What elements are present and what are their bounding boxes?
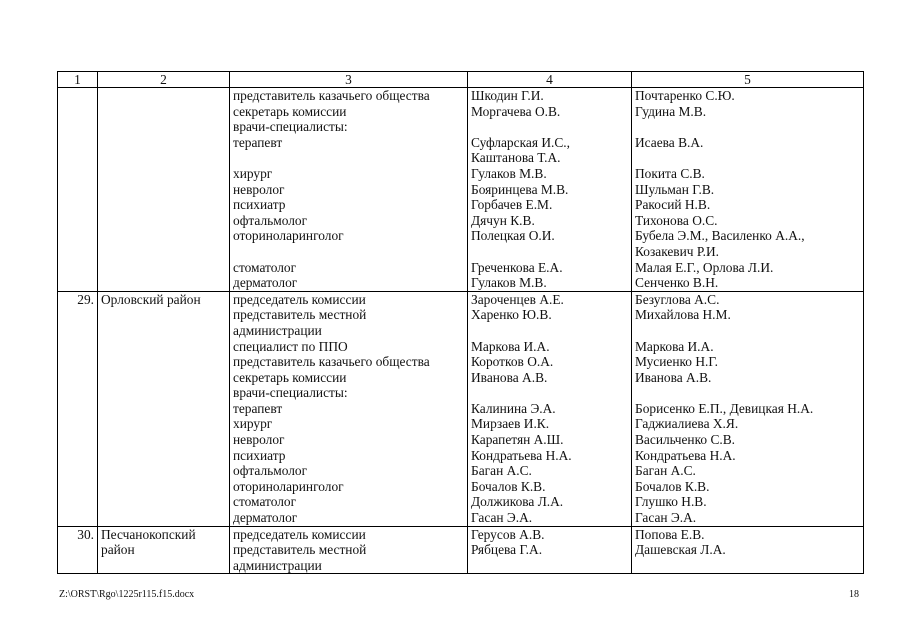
reserve-member-line (635, 385, 860, 401)
col-header-1: 1 (58, 72, 98, 88)
reserve-member-list (632, 88, 864, 292)
col-header-3: 3 (230, 72, 468, 88)
main-member-line: Зароченцев А.Е. (471, 291, 564, 307)
role-line: врачи-специалисты: (233, 119, 348, 135)
role-list (230, 291, 468, 526)
main-member-line: Шкодин Г.И. (471, 88, 544, 103)
reserve-member-line: Сенченко В.Н. (635, 275, 719, 291)
role-line: представитель казачьего общества (233, 354, 430, 370)
main-member-line (471, 119, 628, 135)
main-member-line: Рябцева Г.А. (471, 542, 543, 558)
main-member-line: Дячун К.В. (471, 212, 535, 228)
main-member-line: Маркова И.А. (471, 338, 550, 354)
role-line: оториноларинголог (233, 228, 344, 244)
reserve-member-line: Исаева В.А. (635, 134, 704, 150)
main-member-list (468, 88, 632, 292)
role-line: администрации (233, 322, 322, 338)
main-member-line: Моргачева О.В. (471, 103, 561, 119)
reserve-member-line (635, 119, 860, 135)
main-member-list (468, 291, 632, 526)
role-line: дерматолог (233, 510, 298, 526)
role-line: председатель комиссии (233, 291, 366, 307)
role-line: хирург (233, 416, 273, 432)
main-member-line: Бочалов К.В. (471, 478, 546, 494)
reserve-member-line: Мусиенко Н.Г. (635, 354, 718, 370)
role-line: хирург (233, 165, 273, 181)
row-number: 29. (58, 291, 98, 526)
main-member-line: Суфларская И.С., (471, 134, 570, 150)
table-row (58, 88, 864, 292)
col-header-4: 4 (468, 72, 632, 88)
role-line: психиатр (233, 197, 286, 213)
main-member-line (471, 244, 628, 260)
role-line: специалист по ППО (233, 338, 348, 354)
role-line: представитель местной (233, 542, 367, 558)
reserve-member-line: Гасан Э.А. (635, 510, 697, 526)
role-line: секретарь комиссии (233, 369, 347, 385)
role-line: секретарь комиссии (233, 103, 347, 119)
reserve-member-line: Покита С.В. (635, 165, 705, 181)
main-member-line: Карапетян А.Ш. (471, 432, 564, 448)
reserve-member-line: Баган А.С. (635, 463, 696, 479)
role-line: администрации (233, 557, 322, 573)
main-member-line: Гулаков М.В. (471, 165, 547, 181)
col-header-5: 5 (632, 72, 864, 88)
reserve-member-line: Кондратьева Н.А. (635, 447, 736, 463)
main-member-line: Бояринцева М.В. (471, 181, 569, 197)
role-line (233, 150, 464, 166)
commission-table (57, 71, 864, 574)
main-member-line: Иванова А.В. (471, 369, 548, 385)
main-member-line (471, 558, 628, 574)
reserve-member-line (635, 150, 860, 166)
main-member-list (468, 526, 632, 574)
reserve-member-line: Михайлова Н.М. (635, 307, 731, 323)
role-line: дерматолог (233, 275, 298, 291)
footer-page-number: 18 (849, 589, 859, 600)
reserve-member-line: Тихонова О.С. (635, 212, 718, 228)
main-member-line (471, 385, 628, 401)
role-line: психиатр (233, 447, 286, 463)
col-header-2: 2 (98, 72, 230, 88)
reserve-member-list (632, 291, 864, 526)
reserve-member-list (632, 526, 864, 574)
reserve-member-line: Бубела Э.М., Василенко А.А., (635, 228, 805, 244)
main-member-line: Коротков О.А. (471, 354, 554, 370)
role-line: представитель казачьего общества (233, 88, 430, 103)
role-line: представитель местной (233, 307, 367, 323)
reserve-member-line (635, 323, 860, 339)
reserve-member-line: Васильченко С.В. (635, 432, 736, 448)
reserve-member-line: Глушко Н.В. (635, 494, 707, 510)
role-line: офтальмолог (233, 212, 308, 228)
region-label: Песчанокопский район (101, 526, 196, 558)
region-name (98, 88, 230, 292)
role-line: стоматолог (233, 494, 297, 510)
reserve-member-line: Попова Е.В. (635, 526, 705, 542)
reserve-member-line: Гудина М.В. (635, 103, 707, 119)
main-member-line: Кондратьева Н.А. (471, 447, 572, 463)
main-member-line: Гасан Э.А. (471, 510, 533, 526)
role-line: офтальмолог (233, 463, 308, 479)
main-member-line: Горбачев Е.М. (471, 197, 553, 213)
reserve-member-line: Маркова И.А. (635, 338, 714, 354)
role-list (230, 88, 468, 292)
role-line: стоматолог (233, 259, 297, 275)
reserve-member-line: Борисенко Е.П., Девицкая Н.А. (635, 400, 814, 416)
role-line: врачи-специалисты: (233, 385, 348, 401)
region-name (98, 526, 230, 574)
reserve-member-line: Козакевич Р.И. (635, 243, 720, 259)
main-member-line: Полецкая О.И. (471, 228, 555, 244)
region-label: Орловский район (101, 291, 201, 307)
main-member-line: Мирзаев И.К. (471, 416, 550, 432)
role-line: невролог (233, 432, 285, 448)
main-member-line: Герусов А.В. (471, 526, 545, 542)
role-line: терапевт (233, 134, 283, 150)
reserve-member-line: Иванова А.В. (635, 369, 712, 385)
main-member-line: Греченкова Е.А. (471, 259, 563, 275)
role-line: терапевт (233, 400, 283, 416)
main-member-line: Калинина Э.А. (471, 400, 556, 416)
reserve-member-line: Ракосий Н.В. (635, 197, 711, 213)
role-line: председатель комиссии (233, 526, 366, 542)
main-member-line: Харенко Ю.В. (471, 307, 552, 323)
main-member-line: Должикова Л.А. (471, 494, 564, 510)
role-line (233, 244, 464, 260)
main-member-line: Гулаков М.В. (471, 275, 547, 291)
row-number (58, 88, 98, 292)
reserve-member-line: Шульман Г.В. (635, 181, 715, 197)
reserve-member-line: Гаджиалиева Х.Я. (635, 416, 739, 432)
role-line: оториноларинголог (233, 478, 344, 494)
table-row (58, 291, 864, 526)
role-list (230, 526, 468, 574)
table-row (58, 526, 864, 574)
reserve-member-line: Дашевская Л.А. (635, 542, 726, 558)
reserve-member-line: Безуглова А.С. (635, 291, 720, 307)
main-member-line: Каштанова Т.А. (471, 150, 561, 166)
row-number: 30. (58, 526, 98, 574)
reserve-member-line: Бочалов К.В. (635, 478, 710, 494)
footer-file-path: Z:\ORST\Rgo\1225r115.f15.docx (59, 589, 195, 600)
main-member-line (471, 323, 628, 339)
role-line: невролог (233, 181, 285, 197)
reserve-member-line: Малая Е.Г., Орлова Л.И. (635, 259, 774, 275)
reserve-member-line: Почтаренко С.Ю. (635, 88, 735, 103)
reserve-member-line (635, 558, 860, 574)
region-name (98, 291, 230, 526)
header-row (58, 72, 864, 88)
main-member-line: Баган А.С. (471, 463, 532, 479)
